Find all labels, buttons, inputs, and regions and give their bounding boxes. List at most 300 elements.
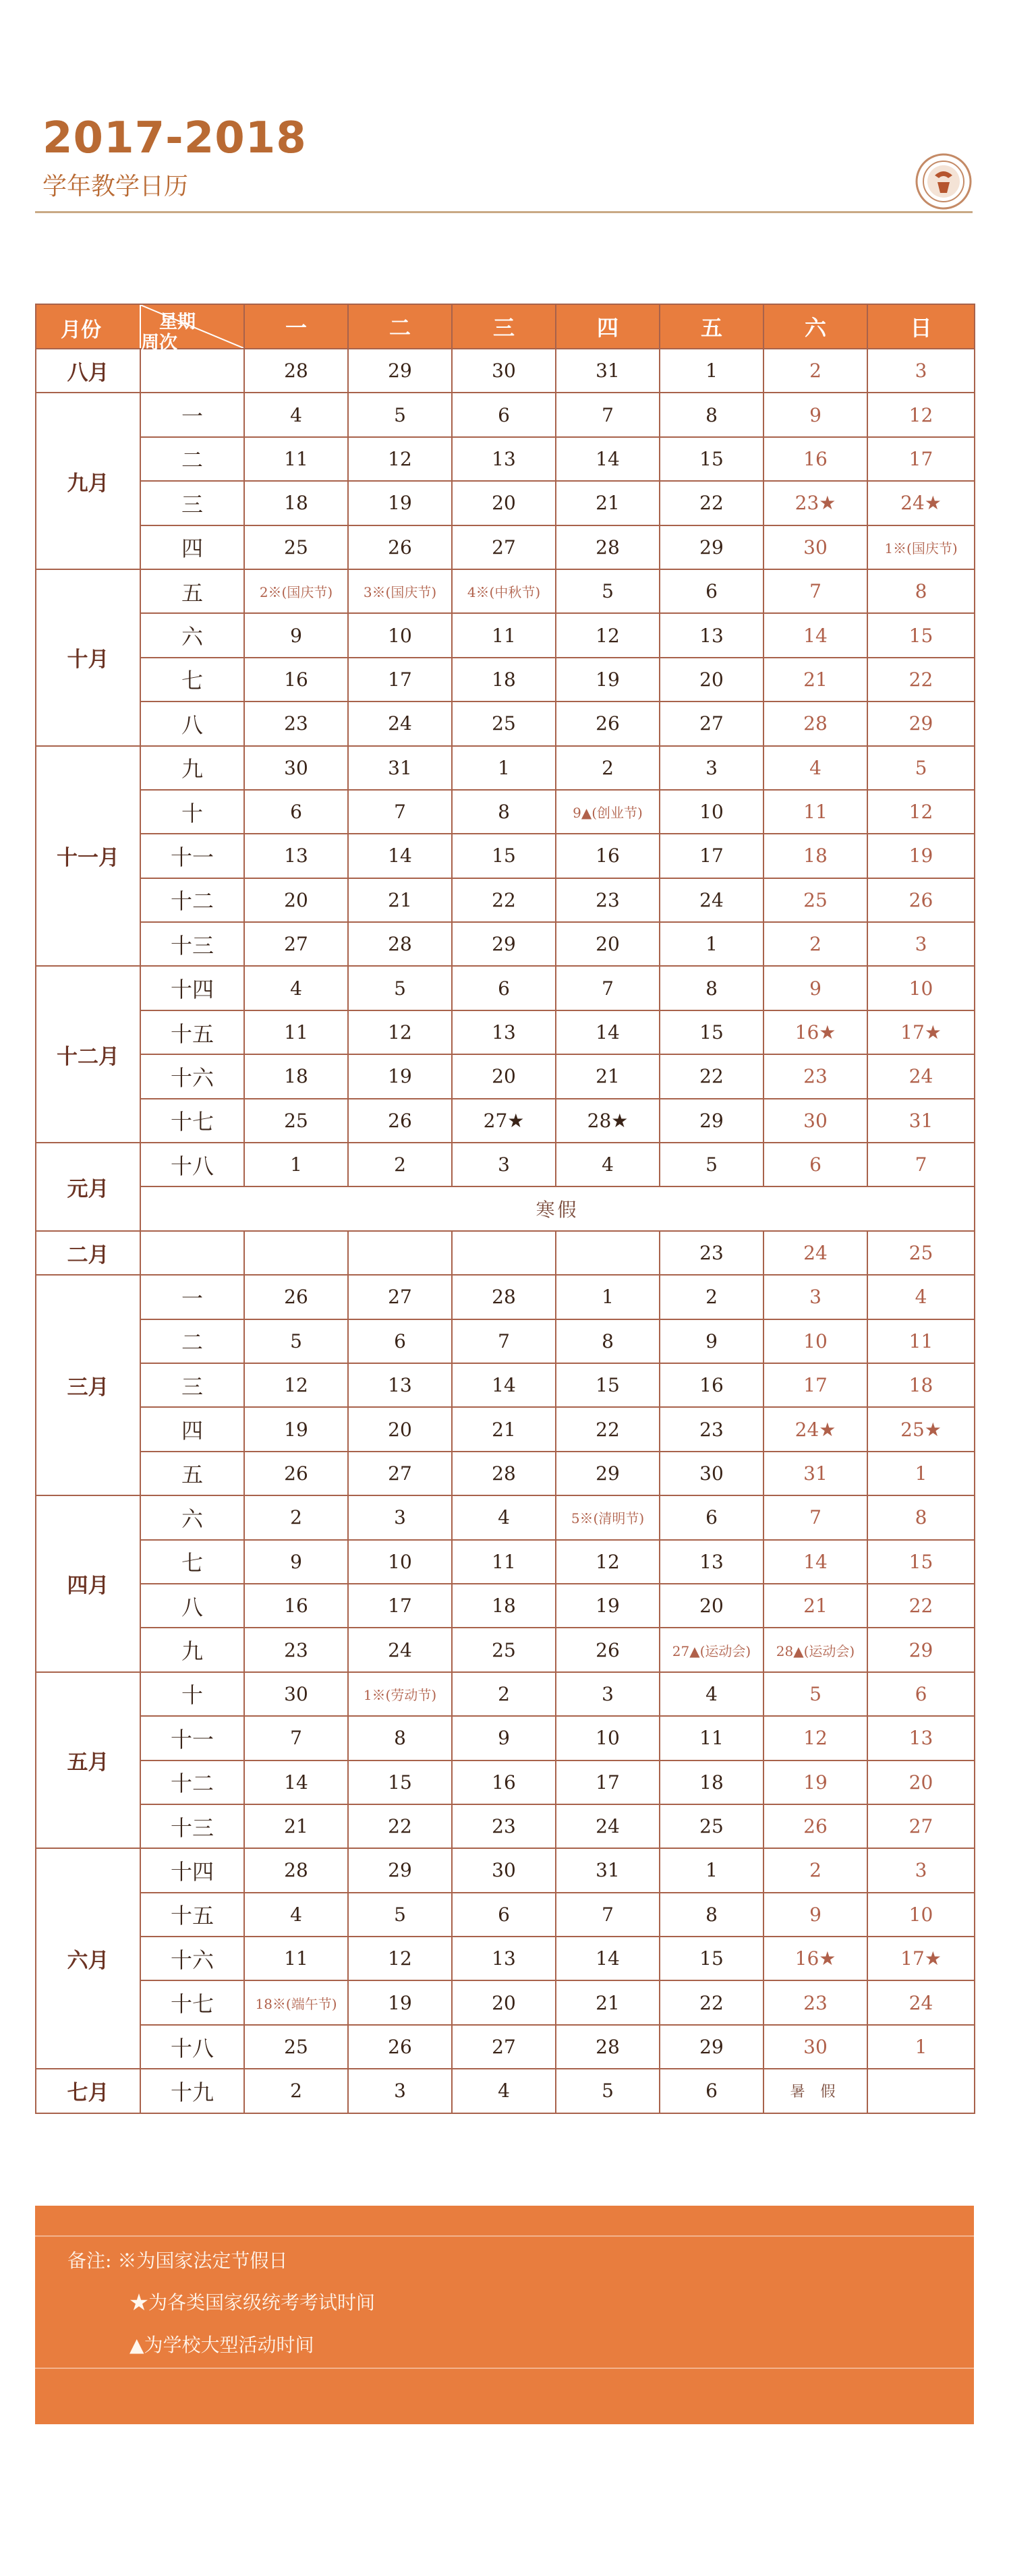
date-cell: 8 <box>556 1319 660 1363</box>
table-row <box>36 658 975 702</box>
table-row <box>36 1893 975 1937</box>
week-number-cell: 六 <box>140 1495 244 1539</box>
date-cell: 6 <box>348 1319 452 1363</box>
date-cell: 12 <box>867 393 975 436</box>
date-cell: 21 <box>763 1584 867 1628</box>
date-cell: 23 <box>660 1231 763 1275</box>
date-cell: 30 <box>244 746 348 790</box>
table-row <box>36 1540 975 1584</box>
month-cell: 元月 <box>36 1143 140 1231</box>
table-row <box>36 349 975 393</box>
date-cell: 17 <box>348 1584 452 1628</box>
notes-divider <box>35 2235 974 2237</box>
date-cell: 4 <box>660 1672 763 1716</box>
date-cell: 11 <box>244 1010 348 1054</box>
date-cell: 9 <box>244 1540 348 1584</box>
date-cell: 3 <box>763 1275 867 1319</box>
date-cell: 28 <box>763 702 867 745</box>
date-cell: 2 <box>763 922 867 966</box>
date-cell: 8 <box>452 790 556 834</box>
day-header: 二 <box>348 304 452 349</box>
date-cell: 14 <box>556 437 660 481</box>
date-cell: 26 <box>348 525 452 569</box>
date-cell: 2 <box>244 1495 348 1539</box>
date-cell: 9 <box>244 613 348 657</box>
date-cell: 30 <box>452 1848 556 1892</box>
week-number-cell: 五 <box>140 569 244 613</box>
date-cell: 27 <box>348 1452 452 1495</box>
table-row <box>36 1937 975 1980</box>
date-cell: 15 <box>867 1540 975 1584</box>
date-cell: 5 <box>763 1672 867 1716</box>
week-number-cell: 三 <box>140 1363 244 1407</box>
date-cell: 23 <box>244 1628 348 1671</box>
date-cell: 5 <box>556 569 660 613</box>
date-cell: 27★ <box>452 1099 556 1143</box>
date-cell: 1※(劳动节) <box>348 1672 452 1716</box>
date-cell: 28 <box>556 2025 660 2069</box>
date-cell: 31 <box>867 1099 975 1143</box>
week-number-cell: 十四 <box>140 1848 244 1892</box>
week-number-cell: 十 <box>140 790 244 834</box>
date-cell: 17 <box>660 834 763 878</box>
date-cell: 10 <box>660 790 763 834</box>
date-cell: 20 <box>348 1407 452 1451</box>
date-cell: 2 <box>763 1848 867 1892</box>
date-cell: 16 <box>452 1761 556 1804</box>
date-cell: 12 <box>867 790 975 834</box>
date-cell: 28▲(运动会) <box>763 1628 867 1671</box>
date-cell: 15 <box>452 834 556 878</box>
date-cell: 16★ <box>763 1010 867 1054</box>
date-cell: 2 <box>244 2069 348 2113</box>
week-number-cell: 十四 <box>140 966 244 1010</box>
date-cell: 2 <box>660 1275 763 1319</box>
date-cell: 4 <box>763 746 867 790</box>
date-cell: 6 <box>452 1893 556 1937</box>
date-cell: 8 <box>660 966 763 1010</box>
date-cell: 24★ <box>867 481 975 525</box>
date-cell: 30 <box>244 1672 348 1716</box>
date-cell: 2※(国庆节) <box>244 569 348 613</box>
date-cell: 10 <box>348 613 452 657</box>
date-cell: 8 <box>660 1893 763 1937</box>
date-cell: 17 <box>348 658 452 702</box>
month-cell: 三月 <box>36 1275 140 1495</box>
date-cell: 18 <box>660 1761 763 1804</box>
date-cell: 21 <box>452 1407 556 1451</box>
date-cell: 15 <box>660 1937 763 1980</box>
day-header: 四 <box>556 304 660 349</box>
date-cell: 29 <box>867 702 975 745</box>
date-cell: 28★ <box>556 1099 660 1143</box>
week-number-cell <box>140 349 244 393</box>
date-cell: 23 <box>452 1804 556 1848</box>
date-cell: 13 <box>348 1363 452 1407</box>
date-cell: 17 <box>556 1761 660 1804</box>
date-cell: 26 <box>556 1628 660 1671</box>
date-cell: 20 <box>244 878 348 922</box>
date-cell: 2 <box>556 746 660 790</box>
date-cell: 6 <box>452 966 556 1010</box>
week-number-cell: 七 <box>140 658 244 702</box>
week-number-cell: 十九 <box>140 2069 244 2113</box>
date-cell: 30 <box>763 1099 867 1143</box>
table-row <box>36 966 975 1010</box>
summer-break-cell: 暑 假 <box>763 2069 867 2113</box>
date-cell: 11 <box>763 790 867 834</box>
date-cell: 11 <box>660 1716 763 1760</box>
date-cell: 25 <box>244 1099 348 1143</box>
month-cell: 十一月 <box>36 746 140 967</box>
date-cell: 21 <box>348 878 452 922</box>
table-row <box>36 1980 975 2024</box>
date-cell: 12 <box>556 1540 660 1584</box>
date-cell: 3 <box>348 2069 452 2113</box>
date-cell: 16 <box>556 834 660 878</box>
date-cell: 29 <box>660 525 763 569</box>
date-cell <box>867 2069 975 2113</box>
date-cell: 5※(清明节) <box>556 1495 660 1539</box>
table-row <box>36 834 975 878</box>
date-cell: 9▲(创业节) <box>556 790 660 834</box>
date-cell: 19 <box>763 1761 867 1804</box>
date-cell: 26 <box>244 1452 348 1495</box>
date-cell: 15 <box>556 1363 660 1407</box>
date-cell: 20 <box>452 1054 556 1098</box>
date-cell: 23 <box>556 878 660 922</box>
date-cell: 30 <box>763 525 867 569</box>
date-cell: 6 <box>660 569 763 613</box>
table-row <box>36 1054 975 1098</box>
date-cell <box>348 1231 452 1275</box>
date-cell: 23 <box>244 702 348 745</box>
date-cell: 27 <box>452 2025 556 2069</box>
day-header: 日 <box>867 304 975 349</box>
table-row <box>36 1363 975 1407</box>
date-cell: 15 <box>348 1761 452 1804</box>
date-cell: 24 <box>348 1628 452 1671</box>
week-number-cell: 八 <box>140 1584 244 1628</box>
date-cell: 29 <box>452 922 556 966</box>
date-cell: 20 <box>556 922 660 966</box>
date-cell: 30 <box>452 349 556 393</box>
date-cell: 28 <box>348 922 452 966</box>
date-cell: 11 <box>867 1319 975 1363</box>
date-cell: 29 <box>556 1452 660 1495</box>
date-cell: 11 <box>244 1937 348 1980</box>
month-cell: 四月 <box>36 1495 140 1672</box>
month-cell: 六月 <box>36 1848 140 2069</box>
header-divider <box>35 211 973 213</box>
date-cell: 3 <box>867 1848 975 1892</box>
date-cell: 19 <box>244 1407 348 1451</box>
calendar-table <box>35 304 975 2114</box>
table-row <box>36 613 975 657</box>
date-cell: 27 <box>348 1275 452 1319</box>
note-holiday: 备注: ※为国家法定节假日 <box>67 2250 288 2272</box>
date-cell: 23 <box>660 1407 763 1451</box>
date-cell: 30 <box>660 1452 763 1495</box>
date-cell: 18 <box>452 658 556 702</box>
date-cell: 26 <box>244 1275 348 1319</box>
week-number-cell: 十八 <box>140 1143 244 1186</box>
date-cell: 14 <box>763 613 867 657</box>
date-cell: 13 <box>660 613 763 657</box>
week-number-cell: 十八 <box>140 2025 244 2069</box>
date-cell: 14 <box>763 1540 867 1584</box>
date-cell: 3 <box>452 1143 556 1186</box>
date-cell: 18 <box>244 1054 348 1098</box>
date-cell: 18※(端午节) <box>244 1980 348 2024</box>
date-cell: 16 <box>660 1363 763 1407</box>
date-cell: 4 <box>452 1495 556 1539</box>
date-cell: 27 <box>244 922 348 966</box>
date-cell: 14 <box>348 834 452 878</box>
date-cell: 18 <box>452 1584 556 1628</box>
date-cell: 20 <box>867 1761 975 1804</box>
date-cell: 5 <box>867 746 975 790</box>
table-row <box>36 2069 975 2113</box>
date-cell: 26 <box>348 2025 452 2069</box>
table-row <box>36 2025 975 2069</box>
week-number-cell <box>140 1231 244 1275</box>
table-row <box>36 1804 975 1848</box>
table-row <box>36 1495 975 1539</box>
date-cell: 23 <box>763 1980 867 2024</box>
table-row <box>36 481 975 525</box>
winter-break-cell: 寒假 <box>140 1186 975 1230</box>
date-cell: 6 <box>867 1672 975 1716</box>
week-number-cell: 九 <box>140 1628 244 1671</box>
date-cell: 26 <box>763 1804 867 1848</box>
date-cell: 12 <box>556 613 660 657</box>
table-row <box>36 1628 975 1671</box>
week-number-cell: 四 <box>140 1407 244 1451</box>
date-cell: 5 <box>348 1893 452 1937</box>
date-cell: 1 <box>452 746 556 790</box>
table-row <box>36 1010 975 1054</box>
week-number-cell: 四 <box>140 525 244 569</box>
date-cell: 1 <box>867 2025 975 2069</box>
table-row <box>36 525 975 569</box>
date-cell: 3※(国庆节) <box>348 569 452 613</box>
date-cell: 14 <box>556 1937 660 1980</box>
date-cell: 1 <box>660 922 763 966</box>
date-cell <box>556 1231 660 1275</box>
month-cell: 七月 <box>36 2069 140 2113</box>
date-cell: 12 <box>763 1716 867 1760</box>
date-cell: 3 <box>867 349 975 393</box>
week-number-cell: 一 <box>140 393 244 436</box>
table-row <box>36 569 975 613</box>
date-cell: 20 <box>452 481 556 525</box>
date-cell: 25 <box>660 1804 763 1848</box>
date-cell: 4 <box>244 966 348 1010</box>
date-cell: 5 <box>348 966 452 1010</box>
date-cell: 12 <box>348 1937 452 1980</box>
date-cell: 8 <box>660 393 763 436</box>
date-cell: 21 <box>556 481 660 525</box>
date-cell: 21 <box>556 1980 660 2024</box>
date-cell: 12 <box>348 1010 452 1054</box>
week-number-cell: 一 <box>140 1275 244 1319</box>
date-cell: 20 <box>660 658 763 702</box>
date-cell: 28 <box>452 1452 556 1495</box>
date-cell: 4 <box>244 393 348 436</box>
date-cell: 31 <box>556 349 660 393</box>
date-cell: 17 <box>763 1363 867 1407</box>
date-cell: 14 <box>452 1363 556 1407</box>
date-cell: 21 <box>763 658 867 702</box>
table-row <box>36 1231 975 1275</box>
date-cell: 4 <box>556 1143 660 1186</box>
date-cell: 23 <box>763 1054 867 1098</box>
date-cell: 8 <box>348 1716 452 1760</box>
date-cell: 11 <box>244 437 348 481</box>
date-cell: 5 <box>348 393 452 436</box>
date-cell: 24 <box>763 1231 867 1275</box>
week-number-cell: 十 <box>140 1672 244 1716</box>
date-cell: 29 <box>660 1099 763 1143</box>
header-row <box>36 304 975 349</box>
date-cell: 13 <box>452 1937 556 1980</box>
week-number-cell: 三 <box>140 481 244 525</box>
week-number-cell: 十三 <box>140 922 244 966</box>
date-cell: 3 <box>556 1672 660 1716</box>
date-cell: 6 <box>244 790 348 834</box>
week-number-cell: 十七 <box>140 1099 244 1143</box>
table-row <box>36 878 975 922</box>
date-cell: 15 <box>660 437 763 481</box>
date-cell: 4 <box>452 2069 556 2113</box>
month-cell: 二月 <box>36 1231 140 1275</box>
date-cell: 6 <box>660 2069 763 2113</box>
date-cell: 13 <box>452 437 556 481</box>
table-row <box>36 1275 975 1319</box>
date-cell: 21 <box>244 1804 348 1848</box>
month-column-label: 月份 <box>61 318 101 342</box>
date-cell: 19 <box>867 834 975 878</box>
table-row <box>36 790 975 834</box>
date-cell: 29 <box>348 349 452 393</box>
date-cell: 25 <box>452 702 556 745</box>
date-cell: 27 <box>452 525 556 569</box>
date-cell: 7 <box>244 1716 348 1760</box>
date-cell: 24 <box>867 1980 975 2024</box>
date-cell: 13 <box>244 834 348 878</box>
date-cell: 16 <box>244 1584 348 1628</box>
date-cell: 4※(中秋节) <box>452 569 556 613</box>
table-row <box>36 1407 975 1451</box>
table-row <box>36 393 975 436</box>
table-row <box>36 1716 975 1760</box>
date-cell: 20 <box>660 1584 763 1628</box>
date-cell: 31 <box>348 746 452 790</box>
date-cell: 28 <box>556 525 660 569</box>
table-row <box>36 702 975 745</box>
notes-divider <box>35 2368 974 2369</box>
date-cell: 3 <box>660 746 763 790</box>
date-cell: 15 <box>660 1010 763 1054</box>
week-number-column-label: 周次 <box>141 333 177 353</box>
week-number-cell: 十五 <box>140 1893 244 1937</box>
week-number-cell: 七 <box>140 1540 244 1584</box>
date-cell: 22 <box>660 1980 763 2024</box>
week-number-cell: 二 <box>140 437 244 481</box>
date-cell: 10 <box>867 1893 975 1937</box>
date-cell: 7 <box>556 966 660 1010</box>
week-number-cell: 十一 <box>140 834 244 878</box>
date-cell: 22 <box>556 1407 660 1451</box>
date-cell: 14 <box>244 1761 348 1804</box>
date-cell: 24 <box>348 702 452 745</box>
date-cell: 6 <box>763 1143 867 1186</box>
corner-header <box>36 304 244 353</box>
page-title: 2017-2018 <box>42 113 307 163</box>
date-cell: 24 <box>867 1054 975 1098</box>
date-cell: 9 <box>763 393 867 436</box>
day-header: 五 <box>660 304 763 349</box>
date-cell: 31 <box>556 1848 660 1892</box>
week-number-cell: 九 <box>140 746 244 790</box>
table-row <box>36 1848 975 1892</box>
date-cell: 10 <box>556 1716 660 1760</box>
note-exam: ★为各类国家级统考考试时间 <box>129 2291 376 2314</box>
date-cell: 15 <box>867 613 975 657</box>
date-cell: 24 <box>660 878 763 922</box>
university-seal-icon <box>915 152 973 210</box>
date-cell: 22 <box>660 1054 763 1098</box>
date-cell: 10 <box>867 966 975 1010</box>
date-cell: 25 <box>244 525 348 569</box>
date-cell: 13 <box>452 1010 556 1054</box>
date-cell: 28 <box>244 349 348 393</box>
month-cell: 十二月 <box>36 966 140 1143</box>
date-cell: 18 <box>244 481 348 525</box>
date-cell: 19 <box>556 1584 660 1628</box>
week-number-cell: 十三 <box>140 1804 244 1848</box>
date-cell: 2 <box>452 1672 556 1716</box>
date-cell: 7 <box>763 1495 867 1539</box>
notes-panel <box>35 2206 974 2424</box>
day-header: 六 <box>763 304 867 349</box>
table-row <box>36 1452 975 1495</box>
date-cell: 22 <box>867 658 975 702</box>
date-cell: 2 <box>348 1143 452 1186</box>
date-cell: 27 <box>660 702 763 745</box>
date-cell: 22 <box>660 481 763 525</box>
date-cell: 16 <box>763 437 867 481</box>
date-cell: 19 <box>348 1054 452 1098</box>
table-row <box>36 1319 975 1363</box>
day-header: 三 <box>452 304 556 349</box>
date-cell: 5 <box>556 2069 660 2113</box>
date-cell: 28 <box>244 1848 348 1892</box>
date-cell: 7 <box>348 790 452 834</box>
week-number-cell: 十六 <box>140 1937 244 1980</box>
date-cell: 9 <box>763 1893 867 1937</box>
date-cell: 24★ <box>763 1407 867 1451</box>
date-cell: 27 <box>867 1804 975 1848</box>
date-cell: 3 <box>348 1495 452 1539</box>
date-cell: 25 <box>867 1231 975 1275</box>
date-cell: 7 <box>763 569 867 613</box>
date-cell: 1 <box>556 1275 660 1319</box>
date-cell: 8 <box>867 569 975 613</box>
month-cell: 十月 <box>36 569 140 746</box>
date-cell: 18 <box>867 1363 975 1407</box>
